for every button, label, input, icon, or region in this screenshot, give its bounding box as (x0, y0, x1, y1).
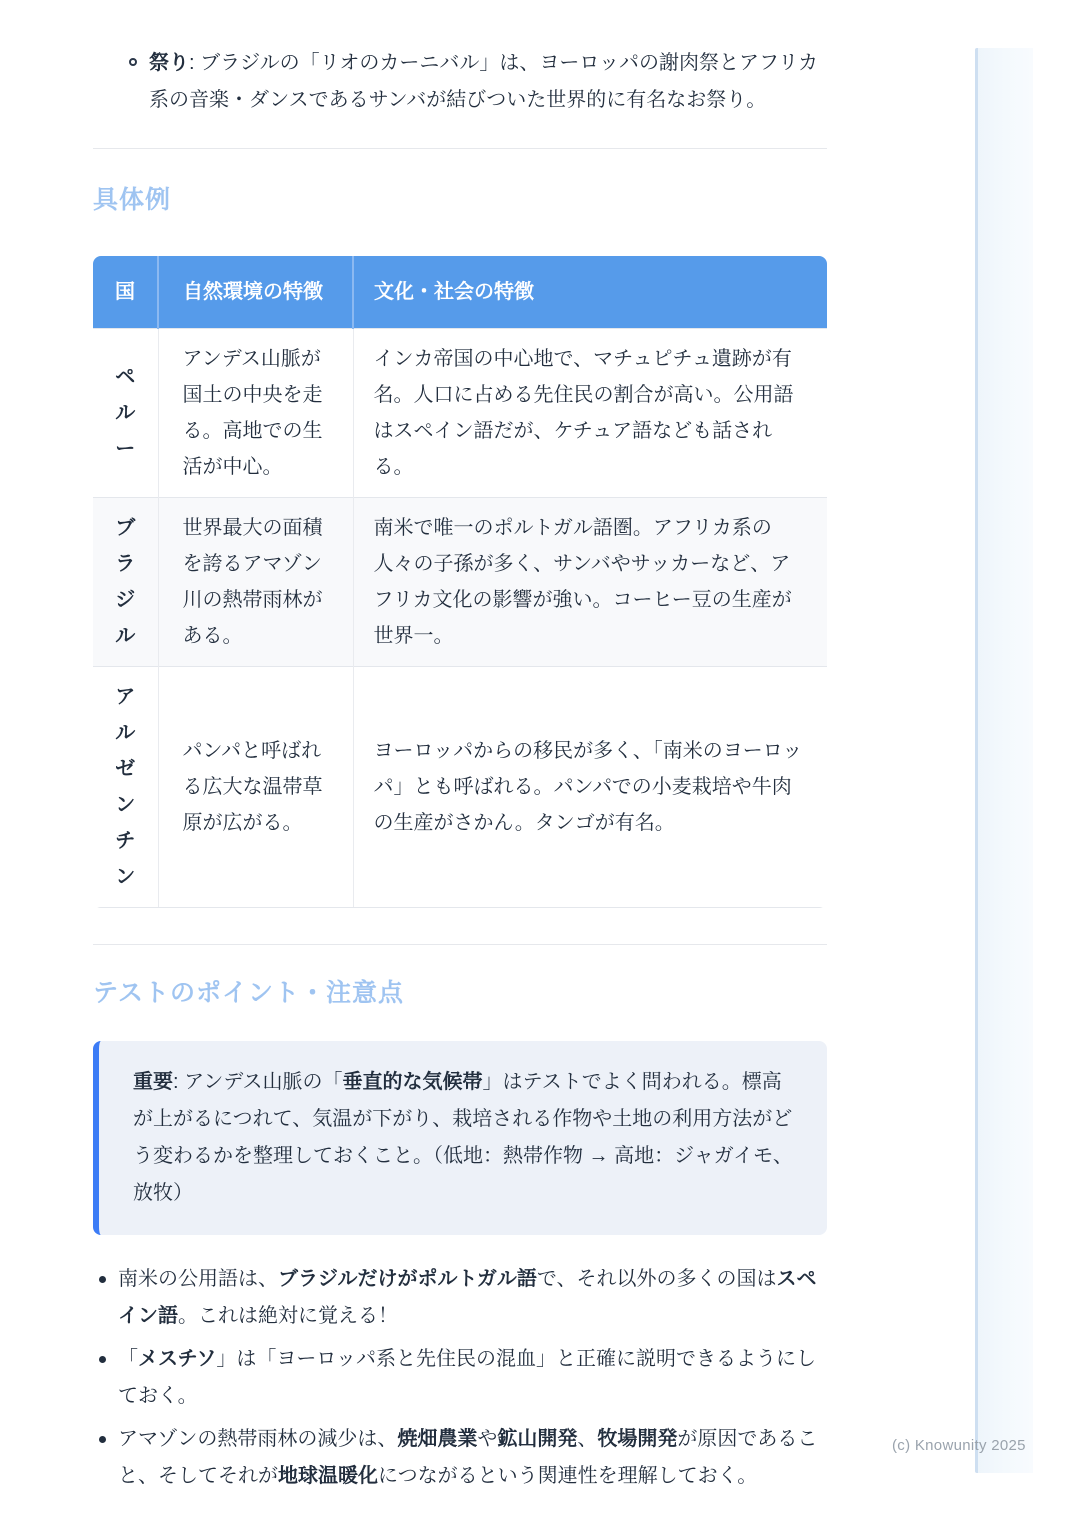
examples-table (93, 256, 827, 908)
test-point-item (93, 1261, 827, 1335)
intro-list (93, 45, 827, 119)
divider (93, 944, 827, 945)
watermark: (c) Knowunity 2025 (892, 1437, 1026, 1454)
culture-cell: インカ帝国の中心地で、マチュピチュ遺跡が有名。人口に占める先住民の割合が高い。公用語はスペイン語だが、ケチュア語なども話される。 (353, 328, 827, 497)
divider (93, 148, 827, 149)
nature-cell: パンパと呼ばれる広大な温帯草原が広がる。 (158, 666, 353, 907)
table-header-culture: 文化・社会の特徴 (353, 256, 827, 328)
table-header-nature: 自然環境の特徴 (158, 256, 353, 328)
important-callout (93, 1041, 827, 1235)
dot-bullet-icon (99, 1356, 106, 1363)
next-page-edge (975, 48, 1033, 1473)
nature-cell: アンデス山脈が国土の中央を走る。高地での生活が中心。 (158, 328, 353, 497)
dot-bullet-icon (99, 1436, 106, 1443)
country-name: ペルー (115, 365, 136, 460)
dot-bullet-icon (99, 1276, 106, 1283)
table-header-row (93, 256, 827, 328)
table-header-country: 国 (93, 256, 158, 328)
table-row-peru (93, 328, 827, 497)
nature-cell: 世界最大の面積を誇るアマゾン川の熱帯雨林がある。 (158, 497, 353, 666)
section-heading-examples: 具体例 (93, 186, 172, 214)
test-point-text: 「メスチソ」は「ヨーロッパ系と先住民の混血」と正確に説明できるようにしておく。 (118, 1347, 817, 1407)
culture-cell: 南米で唯一のポルトガル語圏。アフリカ系の人々の子孫が多く、サンバやサッカーなど、アフリカ文化の影響が強い。コーヒー豆の生産が世界一。 (353, 497, 827, 666)
section-heading-test-points: テストのポイント・注意点 (93, 978, 405, 1007)
test-point-text: 南米の公用語は、ブラジルだけがポルトガル語で、それ以外の多くの国はスペイン語。これは絶対に覚える！ (118, 1267, 817, 1327)
document-page (93, 0, 827, 1501)
country-name: アルゼンチン (115, 685, 136, 888)
test-point-item (93, 1421, 827, 1495)
table-row-argentina (93, 666, 827, 907)
intro-bullet-item (93, 45, 827, 119)
country-name: ブラジル (115, 516, 136, 647)
culture-cell: ヨーロッパからの移民が多く、「南米のヨーロッパ」とも呼ばれる。パンパでの小麦栽培や牛肉の生産がさかん。タンゴが有名。 (353, 666, 827, 907)
test-point-text: アマゾンの熱帯雨林の減少は、焼畑農業や鉱山開発、牧場開発が原因であること、そしてそれが地球温暖化につながるという関連性を理解しておく。 (118, 1427, 818, 1487)
test-points-list (93, 1261, 827, 1495)
callout-text: 重要: アンデス山脈の「垂直的な気候帯」はテストでよく問われる。標高が上がるにつれて、気温が下がり、栽培される作物や土地の利用方法がどう変わるかを整理しておくこと。（低地：熱帯作物 → 高地：ジャガイモ、放牧） (133, 1070, 793, 1204)
intro-bullet-text: 祭り: ブラジルの「リオのカーニバル」は、ヨーロッパの謝肉祭とアフリカ系の音楽・ダンスであるサンバが結びついた世界的に有名なお祭り。 (149, 52, 819, 111)
circle-bullet-icon (129, 58, 137, 66)
test-point-item (93, 1341, 827, 1415)
table-row-brazil (93, 497, 827, 666)
